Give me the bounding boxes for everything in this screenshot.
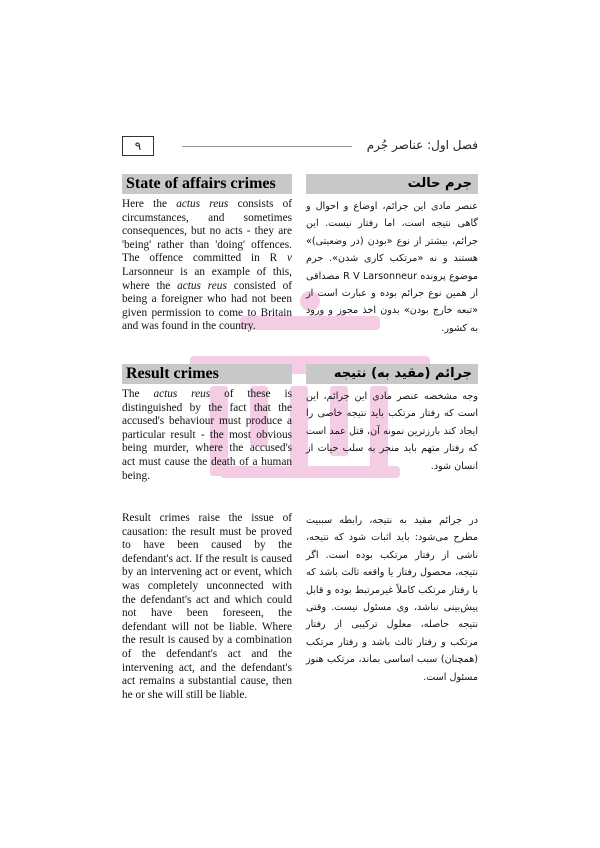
result-crimes-fa: [306, 364, 478, 475]
state-of-affairs-body-en: Here the actus reus consists of circumstances, and sometimes consequences, but no acts - they are 'being' rather than 'doing' offences. The offence committed in R v Larsonneur is an example of this, where the actus reus consisted of being a foreigner who had not been given permission to come to Britain and was found in the country.: [122, 198, 292, 333]
state-of-affairs-heading: State of affairs crimes: [122, 174, 292, 194]
state-of-affairs-fa: [306, 174, 478, 337]
page-number-box: ۹: [122, 136, 154, 156]
state-of-affairs-body-fa: عنصر مادی این جرائم، اوضاع و احوال و گاهی نتیجه است، اما رفتار نیست. این جرائم، بیشتر از نوع «بودن (در وضعیتی)» هستند و نه «مرتکب کاری شدن». جرم موضوع پرونده R V Larsonneur مصداقی از همین نوع جرائم بوده و عبارت است از «تبعه خارج بودن» بدون اخذ مجوز و ورود به کشور.: [306, 201, 478, 334]
result-crimes-body-fa: وجه مشخصه عنصر مادی این جرائم، این است که رفتار مرتکب باید نتیجه خاصی را ایجاد کند بارزترین نمونه آن، قتل عمد است که رفتار متهم باید منجر به سلب حیات از انسان شود.: [306, 391, 478, 472]
causation-fa: در جرائم مقید به نتیجه، رابطه سببیت مطرح می‌شود: باید اثبات شود که نتیجه، ناشی از رفتار مرتکب بوده است. اگر نتیجه، محصول رفتار یا واقعه ثالث باشد که با رفتار مرتکب کاملاً غیرمرتبط بوده و قابل پیش‌بینی نباشد، وی مسئول نیست. وقتی نتیجه حاصله، معلول ترکیبی از رفتار مرتکب و رفتار ثالث باشد و رفتار مرتکب (همچنان) سبب اساسی بماند، مرتکب هنوز مسئول است.: [306, 515, 478, 683]
result-crimes-heading: Result crimes: [122, 364, 292, 384]
causation-en: Result crimes raise the issue of causation: the result must be proved to have been caused by the defendant's act. If the result is caused by an intervening act or event, which was completely unconnected with the defendant's act and which could not have been foreseen, the defendant will not be liable. Where the result is caused by a combination of the defendant's act and the intervening act, and the defendant's act remains a substantial cause, then he or she will still be liable.: [122, 512, 292, 701]
state-of-affairs-heading-fa: جرم حالت: [306, 174, 478, 194]
running-head-rule: [182, 146, 352, 147]
running-head: [122, 138, 478, 158]
result-crimes-body-en: The actus reus of these is distinguished by the fact that the accused's behaviour must produce a particular result - the most obvious being murder, where the accused's act must cause the death of a human being.: [122, 388, 292, 482]
result-crimes-en: [122, 364, 292, 483]
state-of-affairs-en: [122, 174, 292, 334]
result-crimes-heading-fa: جرائم (مقید به) نتیجه: [306, 364, 478, 384]
chapter-title: فصل اول: عناصر جُرم: [366, 138, 478, 152]
